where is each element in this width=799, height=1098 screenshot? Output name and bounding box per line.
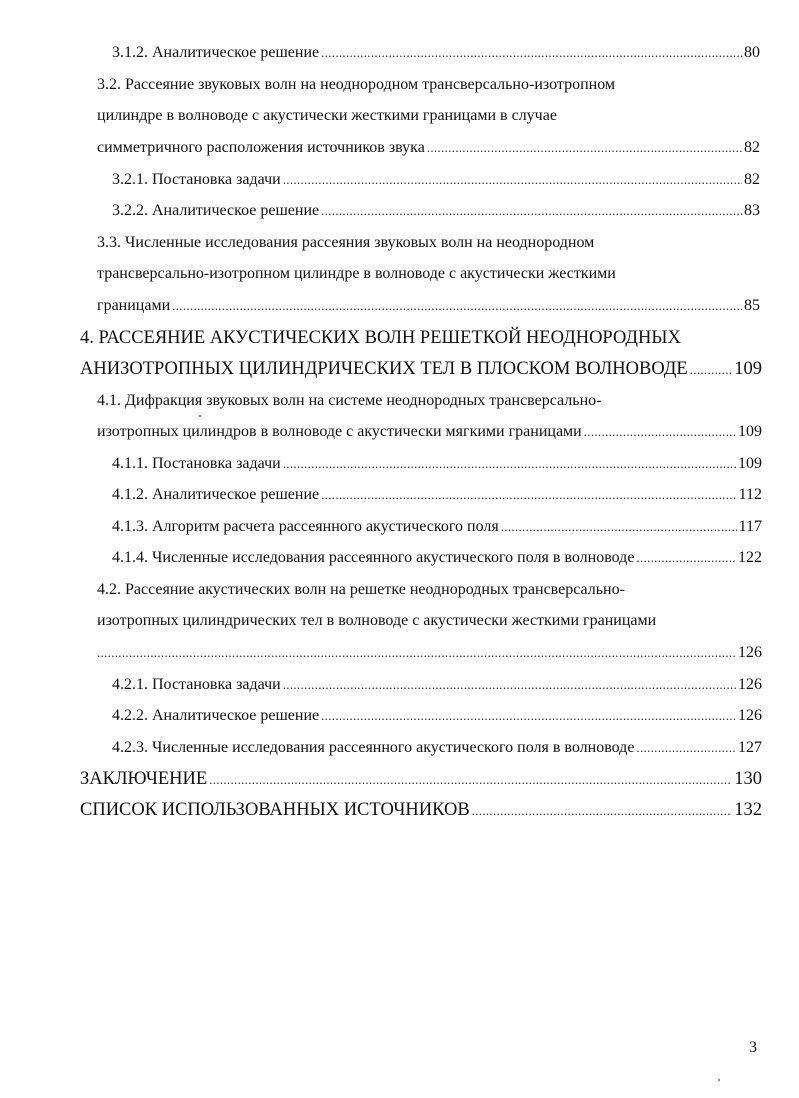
toc-entry-page: 82 [744, 139, 760, 156]
toc-entry[interactable] [97, 388, 601, 414]
toc-entry[interactable] [112, 735, 762, 761]
toc-entry-page: 83 [744, 202, 760, 219]
toc-entry-continuation [97, 103, 557, 129]
toc-entry-title: 3.1.2. Аналитическое решение [112, 44, 320, 61]
toc-entry-title: границами [97, 297, 171, 314]
page-number: 3 [749, 1039, 757, 1056]
toc-entry-title: 4.1.1. Постановка задачи [112, 455, 281, 472]
toc-leader-dots [209, 767, 732, 793]
toc-entry-page: 126 [738, 644, 762, 661]
toc-entry[interactable] [112, 40, 760, 66]
toc-leader-dots [321, 482, 736, 508]
toc-entry-title: симметричного расположения источников звука [97, 139, 425, 156]
toc-entry-page: 109 [738, 423, 762, 440]
toc-leader-dots [584, 419, 736, 445]
toc-chapter-title: АНИЗОТРОПНЫХ ЦИЛИНДРИЧЕСКИХ ТЕЛ В ПЛОСКОМ ВОЛНОВОДЕ [80, 359, 688, 379]
toc-entry-page: 126 [738, 676, 762, 693]
toc-entry-page: 85 [744, 297, 760, 314]
toc-entry-continuation[interactable] [97, 640, 762, 666]
toc-chapter-title: ЗАКЛЮЧЕНИЕ [80, 769, 208, 789]
toc-leader-dots [283, 167, 742, 193]
toc-chapter-continuation[interactable] [80, 356, 762, 382]
toc-entry-page: 117 [738, 518, 762, 535]
toc-entry[interactable] [97, 230, 594, 256]
scan-speck [199, 415, 201, 417]
toc-entry-page: 109 [734, 359, 762, 379]
toc-leader-dots [172, 293, 742, 319]
toc-entry[interactable] [112, 167, 760, 193]
toc-chapter[interactable] [80, 325, 681, 351]
toc-entry-page: 130 [734, 769, 762, 789]
toc-leader-dots [636, 735, 736, 761]
scan-speck [718, 1079, 720, 1081]
toc-entry-title: 4.2. Рассеяние акустических волн на решетке неоднородных трансверсально- [97, 581, 625, 598]
toc-entry[interactable] [97, 577, 625, 603]
toc-entry-title: 3.2.1. Постановка задачи [112, 171, 281, 188]
toc-leader-dots [321, 703, 736, 729]
toc-entry-title: изотропных цилиндрических тел в волноводе с акустически жесткими границами [97, 612, 657, 629]
toc-entry[interactable] [112, 451, 762, 477]
toc-entry-continuation[interactable] [97, 419, 762, 445]
toc-entry-page: 80 [744, 44, 760, 61]
toc-chapter-title: СПИСОК ИСПОЛЬЗОВАННЫХ ИСТОЧНИКОВ [80, 800, 470, 820]
toc-entry-page: 126 [738, 707, 762, 724]
toc-leader-dots [472, 798, 733, 824]
toc-entry[interactable] [112, 482, 762, 508]
toc-entry-continuation [97, 261, 616, 287]
toc-entry-page: 122 [738, 549, 762, 566]
toc-leader-dots [321, 40, 742, 66]
toc-entry-title: 3.2. Рассеяние звуковых волн на неоднородном трансверсально-изотропном [97, 76, 616, 93]
toc-entry-title: цилиндре в волноводе с акустически жесткими границами в случае [97, 107, 557, 124]
toc-leader-dots [283, 672, 736, 698]
toc-entry-title: 4.1.2. Аналитическое решение [112, 486, 320, 503]
toc-leader-dots [690, 357, 733, 383]
toc-entry-title: 4.1. Дифракция звуковых волн на системе неоднородных трансверсально- [97, 392, 602, 409]
toc-entry[interactable] [112, 514, 762, 540]
toc-chapter-title: 4. РАССЕЯНИЕ АКУСТИЧЕСКИХ ВОЛН РЕШЕТКОЙ НЕОДНОРОДНЫХ [80, 328, 681, 348]
toc-entry[interactable] [97, 72, 615, 98]
toc-entry[interactable] [112, 703, 762, 729]
toc-entry[interactable] [112, 198, 760, 224]
toc-entry-title: 3.3. Численные исследования рассеяния звуковых волн на неоднородном [97, 234, 595, 251]
toc-entry-continuation[interactable] [97, 293, 760, 319]
toc-entry-title: 3.2.2. Аналитическое решение [112, 202, 320, 219]
toc-entry-title: изотропных цилиндров в волноводе с акустически мягкими границами [97, 423, 582, 440]
toc-entry-title: трансверсально-изотропном цилиндре в волноводе с акустически жесткими [97, 265, 616, 282]
toc-entry[interactable] [112, 672, 762, 698]
toc-entry-page: 109 [738, 455, 762, 472]
toc-leader-dots [97, 640, 736, 666]
toc-entry-continuation[interactable] [97, 135, 760, 161]
toc-leader-dots [636, 545, 736, 571]
toc-leader-dots [501, 514, 737, 540]
toc-entry-page: 82 [744, 171, 760, 188]
toc-entry-page: 132 [734, 800, 762, 820]
toc-entry-page: 112 [738, 486, 762, 503]
toc-entry-title: 4.1.4. Численные исследования рассеянного акустического поля в волноводе [112, 549, 635, 566]
toc-chapter[interactable] [80, 797, 762, 823]
toc-leader-dots [283, 451, 736, 477]
toc-leader-dots [427, 135, 742, 161]
toc-leader-dots [321, 198, 742, 224]
toc-chapter[interactable] [80, 766, 762, 792]
toc-entry-title: 4.2.3. Численные исследования рассеянного акустического поля в волноводе [112, 739, 635, 756]
toc-entry-title: 4.2.2. Аналитическое решение [112, 707, 320, 724]
toc-entry-page: 127 [738, 739, 762, 756]
toc-entry-title: 4.2.1. Постановка задачи [112, 676, 281, 693]
toc-entry-title: 4.1.3. Алгоритм расчета рассеянного акустического поля [112, 518, 499, 535]
toc-entry-continuation [97, 608, 656, 634]
toc-entry[interactable] [112, 545, 762, 571]
